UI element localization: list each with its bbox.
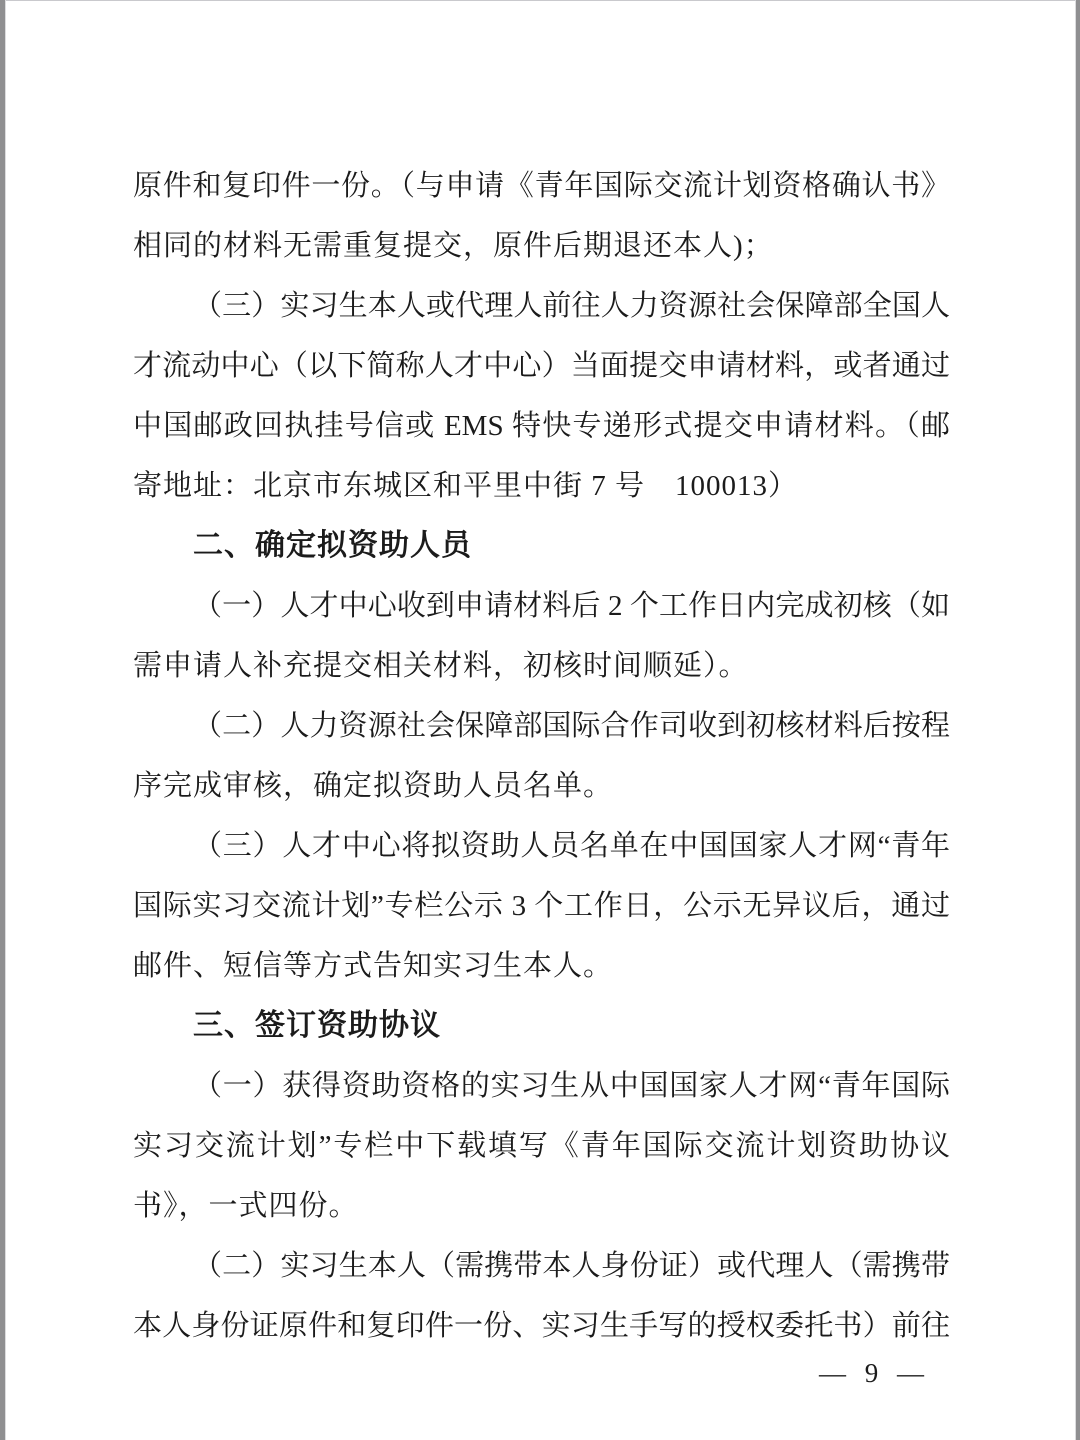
section-heading: 二、确定拟资助人员: [193, 529, 472, 562]
text-line: 才流动中心（以下简称人才中心）当面提交申请材料，或者通过: [133, 350, 950, 382]
scan-edge-left: [0, 0, 6, 1440]
section-heading: 三、签订资助协议: [193, 1009, 441, 1042]
text-line: 书》，一式四份。: [133, 1190, 359, 1222]
text-line: （三）人才中心将拟资助人员名单在中国国家人才网“青年: [193, 830, 950, 862]
text-line: 原件和复印件一份。（与申请《青年国际交流计划资格确认书》: [133, 170, 950, 202]
text-line: 需申请人补充提交相关材料，初核时间顺延）。: [133, 650, 749, 682]
document-body: [133, 156, 950, 1356]
text-line: （二）实习生本人（需携带本人身份证）或代理人（需携带: [193, 1250, 950, 1282]
text-line: 相同的材料无需重复提交，原件后期退还本人)；: [133, 230, 774, 262]
text-line: 邮件、短信等方式告知实习生本人。: [133, 950, 614, 982]
text-line: （一）人才中心收到申请材料后 2 个工作日内完成初核（如: [193, 590, 950, 622]
text-line: 寄地址：北京市东城区和平里中街 7 号 100013）: [133, 470, 799, 502]
text-line: （一）获得资助资格的实习生从中国国家人才网“青年国际: [193, 1070, 950, 1102]
text-line: （二）人力资源社会保障部国际合作司收到初核材料后按程: [193, 710, 950, 742]
text-line: 实习交流计划”专栏中下载填写《青年国际交流计划资助协议: [133, 1130, 950, 1162]
scan-edge-top: [0, 0, 1080, 1]
text-line: 本人身份证原件和复印件一份、实习生手写的授权委托书）前往: [133, 1310, 950, 1342]
text-line: （三）实习生本人或代理人前往人力资源社会保障部全国人: [193, 290, 950, 322]
text-line: 序完成审核，确定拟资助人员名单。: [133, 770, 614, 802]
text-line: 国际实习交流计划”专栏公示 3 个工作日，公示无异议后，通过: [133, 890, 950, 922]
page-number: — 9 —: [819, 1358, 930, 1388]
text-line: 中国邮政回执挂号信或 EMS 特快专递形式提交申请材料。（邮: [133, 410, 950, 442]
scan-edge-right: [1075, 0, 1080, 1440]
